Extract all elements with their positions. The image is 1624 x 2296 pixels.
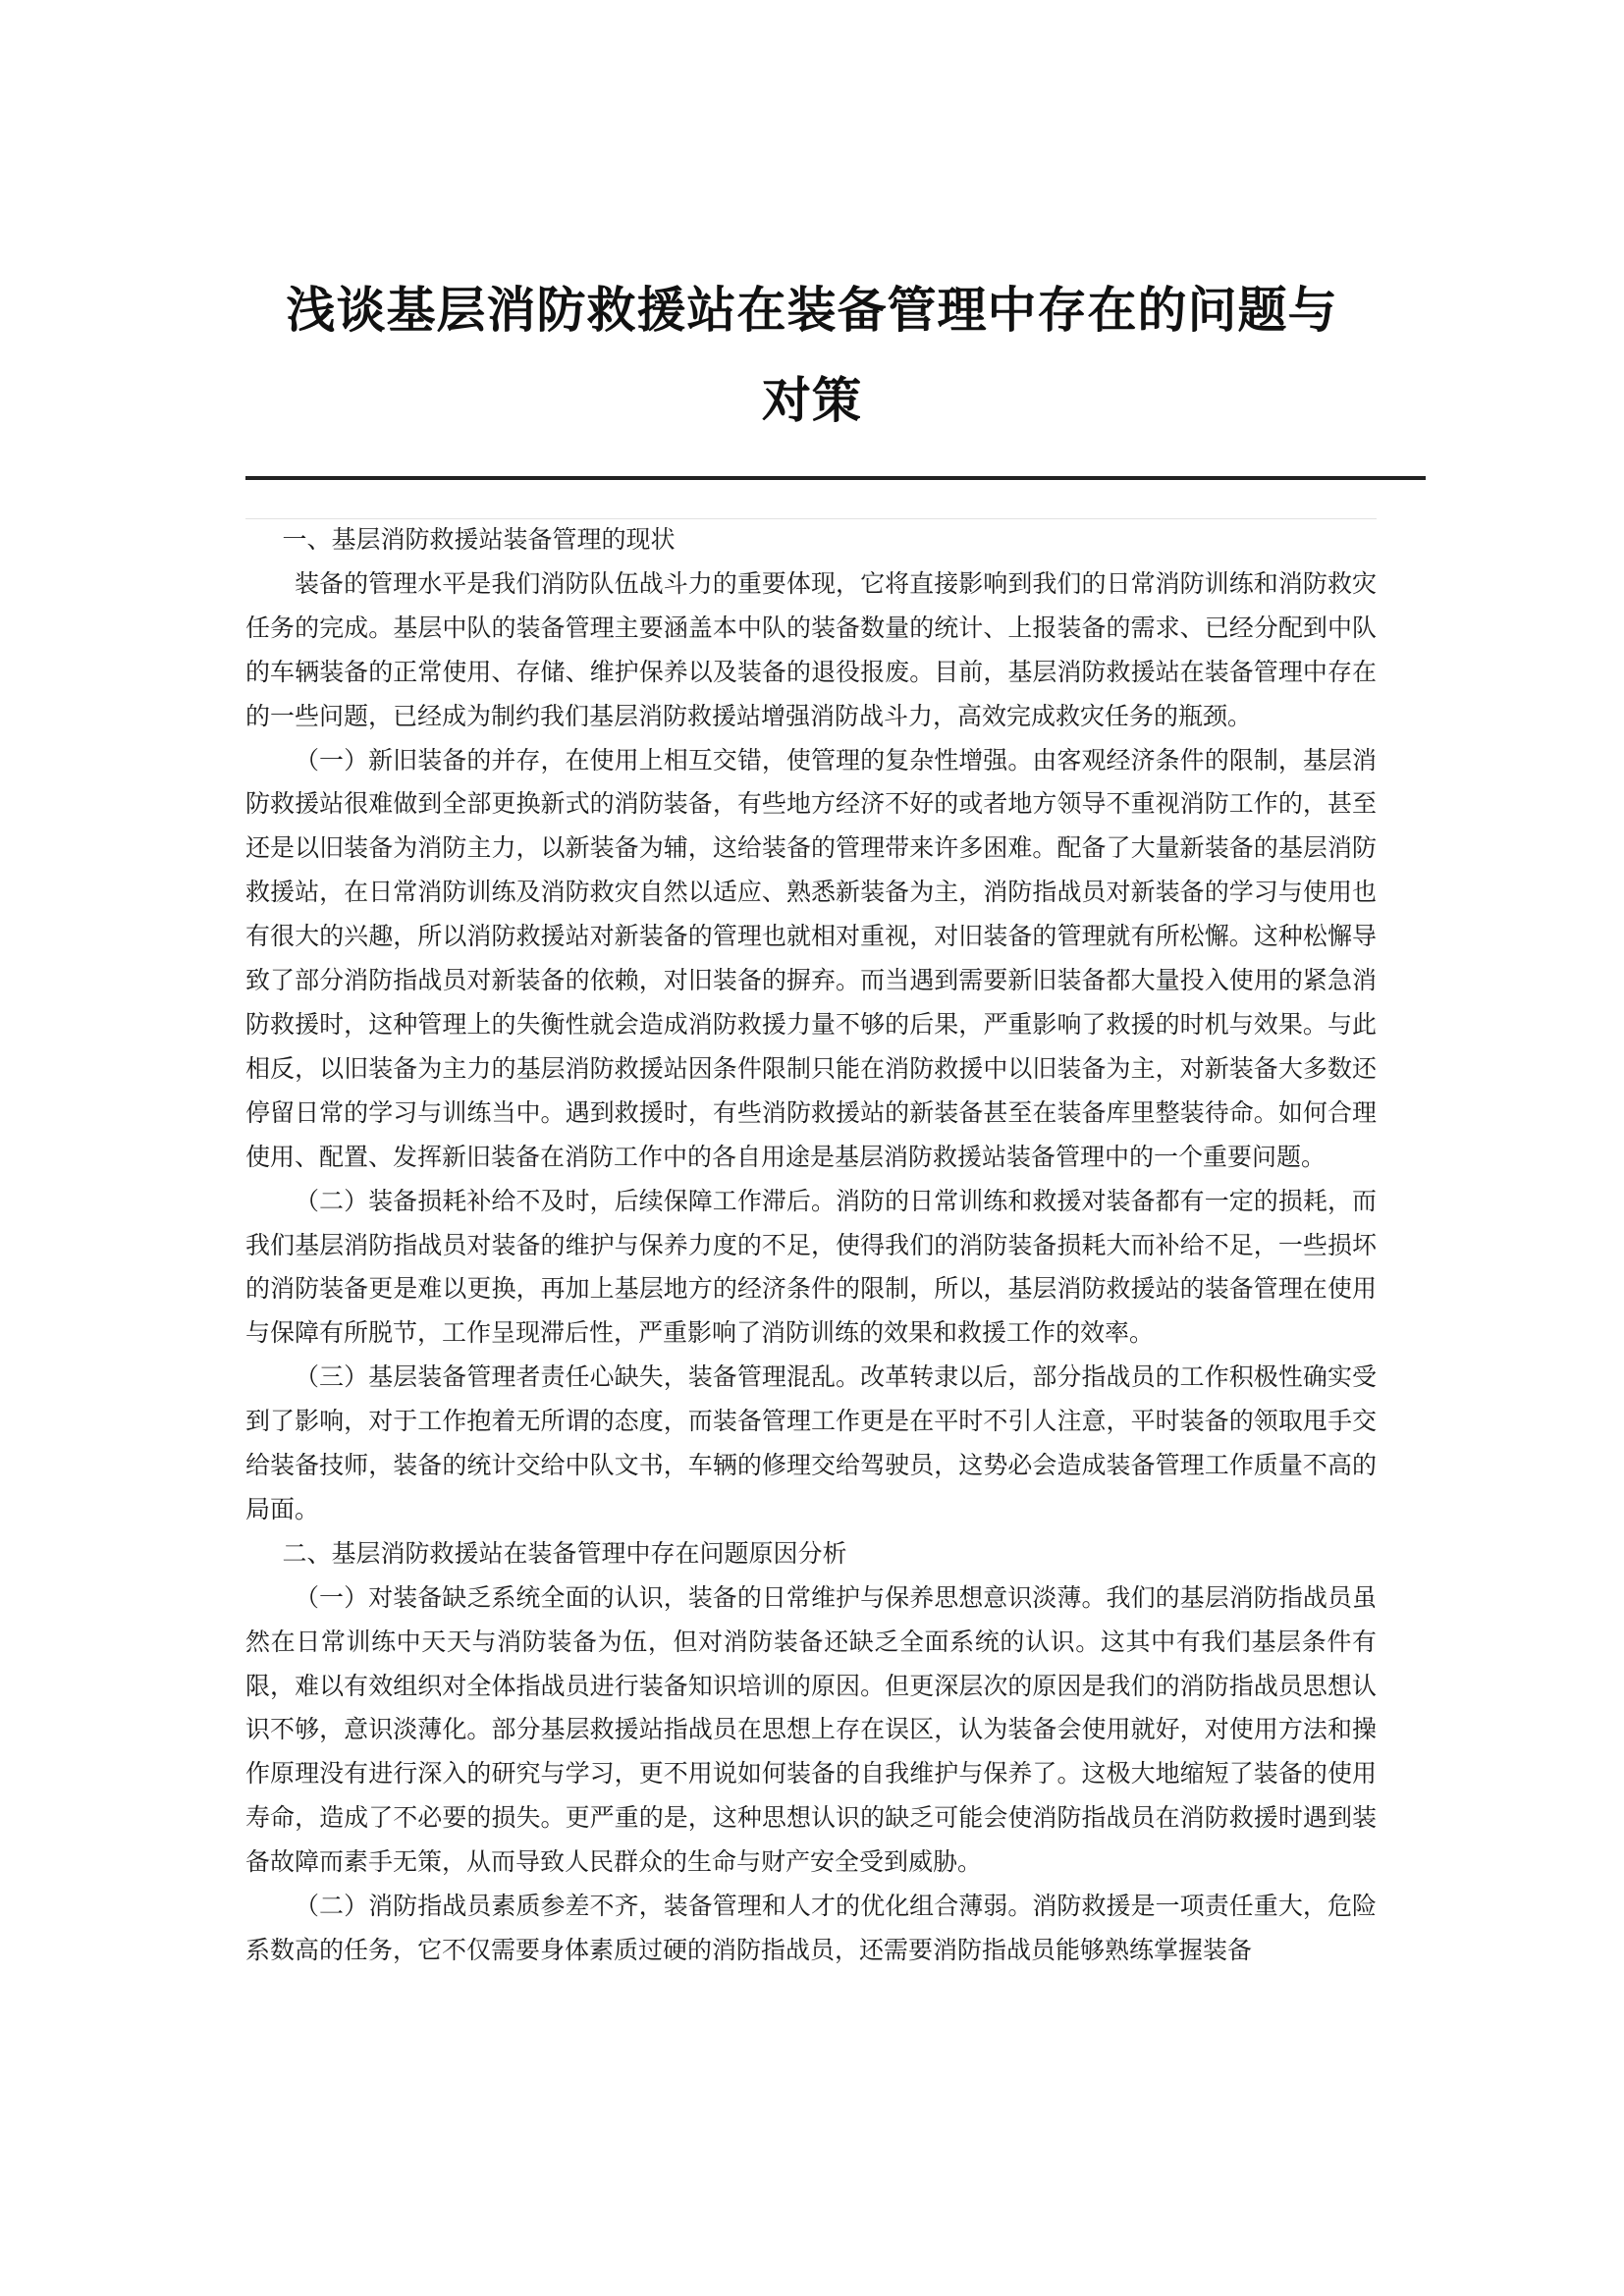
title-divider <box>245 476 1426 480</box>
document-body <box>245 518 1377 1973</box>
section-heading-2: 二、基层消防救援站在装备管理中存在问题原因分析 <box>282 1538 847 1568</box>
paragraph: （二）消防指战员素质参差不齐，装备管理和人才的优化组合薄弱。消防救援是一项责任重大，危险系数高的任务，它不仅需要身体素质过硬的消防指战员，还需要消防指战员能够熟练掌握装备 <box>245 1892 1377 1964</box>
paragraph: （三）基层装备管理者责任心缺失，装备管理混乱。改革转隶以后，部分指战员的工作积极性确实受到了影响，对于工作抱着无所谓的态度，而装备管理工作更是在平时不引人注意，平时装备的领取甩手交给装备技师，装备的统计交给中队文书，车辆的修理交给驾驶员，这势必会造成装备管理工作质量不高的局面。 <box>245 1362 1377 1523</box>
paragraph: （一）对装备缺乏系统全面的认识，装备的日常维护与保养思想意识淡薄。我们的基层消防指战员虽然在日常训练中天天与消防装备为伍，但对消防装备还缺乏全面系统的认识。这其中有我们基层条件有限，难以有效组织对全体指战员进行装备知识培训的原因。但更深层次的原因是我们的消防指战员思想认识不够，意识淡薄化。部分基层救援站指战员在思想上存在误区，认为装备会使用就好，对使用方法和操作原理没有进行深入的研究与学习，更不用说如何装备的自我维护与保养了。这极大地缩短了装备的使用寿命，造成了不必要的损失。更严重的是，这种思想认识的缺乏可能会使消防指战员在消防救援时遇到装备故障而素手无策，从而导致人民群众的生命与财产安全受到威胁。 <box>245 1582 1377 1877</box>
document-title <box>226 265 1398 446</box>
paragraph: 装备的管理水平是我们消防队伍战斗力的重要体现，它将直接影响到我们的日常消防训练和消防救灾任务的完成。基层中队的装备管理主要涵盖本中队的装备数量的统计、上报装备的需求、已经分配到中队的车辆装备的正常使用、存储、维护保养以及装备的退役报废。目前，基层消防救援站在装备管理中存在的一些问题，已经成为制约我们基层消防救援站增强消防战斗力，高效完成救灾任务的瓶颈。 <box>245 568 1377 730</box>
section-heading-1: 一、基层消防救援站装备管理的现状 <box>282 525 676 554</box>
title-line-2: 对策 <box>762 372 862 429</box>
title-line-1: 浅谈基层消防救援站在装备管理中存在的问题与 <box>286 282 1338 339</box>
paragraph: （一）新旧装备的并存，在使用上相互交错，使管理的复杂性增强。由客观经济条件的限制，基层消防救援站很难做到全部更换新式的消防装备，有些地方经济不好的或者地方领导不重视消防工作的，甚至还是以旧装备为消防主力，以新装备为辅，这给装备的管理带来许多困难。配备了大量新装备的基层消防救援站，在日常消防训练及消防救灾自然以适应、熟悉新装备为主，消防指战员对新装备的学习与使用也有很大的兴趣，所以消防救援站对新装备的管理也就相对重视，对旧装备的管理就有所松懈。这种松懈导致了部分消防指战员对新装备的依赖，对旧装备的摒弃。而当遇到需要新旧装备都大量投入使用的紧急消防救援时，这种管理上的失衡性就会造成消防救援力量不够的后果，严重影响了救援的时机与效果。与此相反，以旧装备为主力的基层消防救援站因条件限制只能在消防救援中以旧装备为主，对新装备大多数还停留日常的学习与训练当中。遇到救援时，有些消防救援站的新装备甚至在装备库里整装待命。如何合理使用、配置、发挥新旧装备在消防工作中的各自用途是基层消防救援站装备管理中的一个重要问题。 <box>245 745 1377 1171</box>
paragraph: （二）装备损耗补给不及时，后续保障工作滞后。消防的日常训练和救援对装备都有一定的损耗，而我们基层消防指战员对装备的维护与保养力度的不足，使得我们的消防装备损耗大而补给不足，一些损坏的消防装备更是难以更换，再加上基层地方的经济条件的限制，所以，基层消防救援站的装备管理在使用与保障有所脱节，工作呈现滞后性，严重影响了消防训练的效果和救援工作的效率。 <box>245 1186 1377 1348</box>
